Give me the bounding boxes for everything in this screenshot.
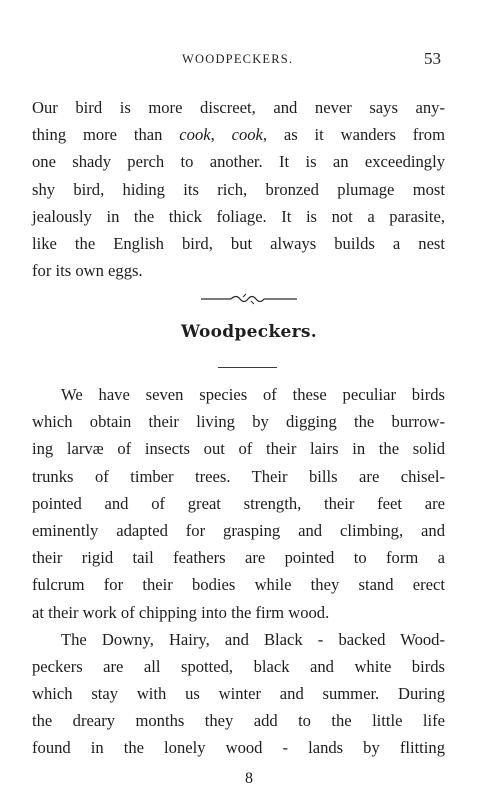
running-head xyxy=(0,49,498,72)
text-line: found in the lonely wood - lands by flitting xyxy=(32,738,445,758)
text-line: eminently adapted for grasping and climbing, and xyxy=(32,520,445,540)
text-line: one shady perch to another. It is an exceedingly xyxy=(32,152,445,172)
paragraph-woodpeckers xyxy=(32,381,445,762)
page-number: 53 xyxy=(424,49,441,68)
text-line: Our bird is more discreet, and never says any- xyxy=(32,98,445,117)
text-line: The Downy, Hairy, and Black - backed Wood- xyxy=(61,629,445,649)
text-line: the dreary months they add to the little life xyxy=(32,711,445,731)
signature-mark: 8 xyxy=(245,770,253,787)
text-line: pointed and of great strength, their feet are xyxy=(32,493,445,513)
text-line: peckers are all spotted, black and white birds xyxy=(32,656,445,676)
text-line: their rigid tail feathers are pointed to form a xyxy=(32,548,445,568)
section-title: Woodpeckers. xyxy=(181,322,317,342)
text-line: like the English bird, but always builds a nest xyxy=(32,233,445,253)
italic-word: cook xyxy=(179,125,211,145)
text-line-with-italics: thing more than cook, cook, as it wanders from xyxy=(32,125,445,145)
text-line: trunks of timber trees. Their bills are chisel- xyxy=(32,466,445,486)
text-line: shy bird, hiding its rich, bronzed plumage most xyxy=(32,179,445,199)
text-line: for its own eggs. xyxy=(32,261,143,281)
text-line: at their work of chipping into the firm wood. xyxy=(32,602,330,622)
text-line: which obtain their living by digging the burrow- xyxy=(32,412,445,432)
text-line: which stay with us winter and summer. During xyxy=(32,684,445,704)
running-title: WOODPECKERS. xyxy=(182,52,294,66)
text-line: fulcrum for their bodies while they stand erect xyxy=(32,575,445,595)
text-line: jealously in the thick foliage. It is not a parasite, xyxy=(32,206,445,226)
text-line: ing larvæ of insects out of their lairs in the solid xyxy=(32,439,445,459)
paragraph-cuckoo-continued xyxy=(32,94,445,284)
title-rule xyxy=(218,367,277,368)
text-line: We have seven species of these peculiar birds xyxy=(61,385,445,404)
decorative-ornament-icon xyxy=(199,291,299,307)
italic-word: cook xyxy=(231,125,263,145)
